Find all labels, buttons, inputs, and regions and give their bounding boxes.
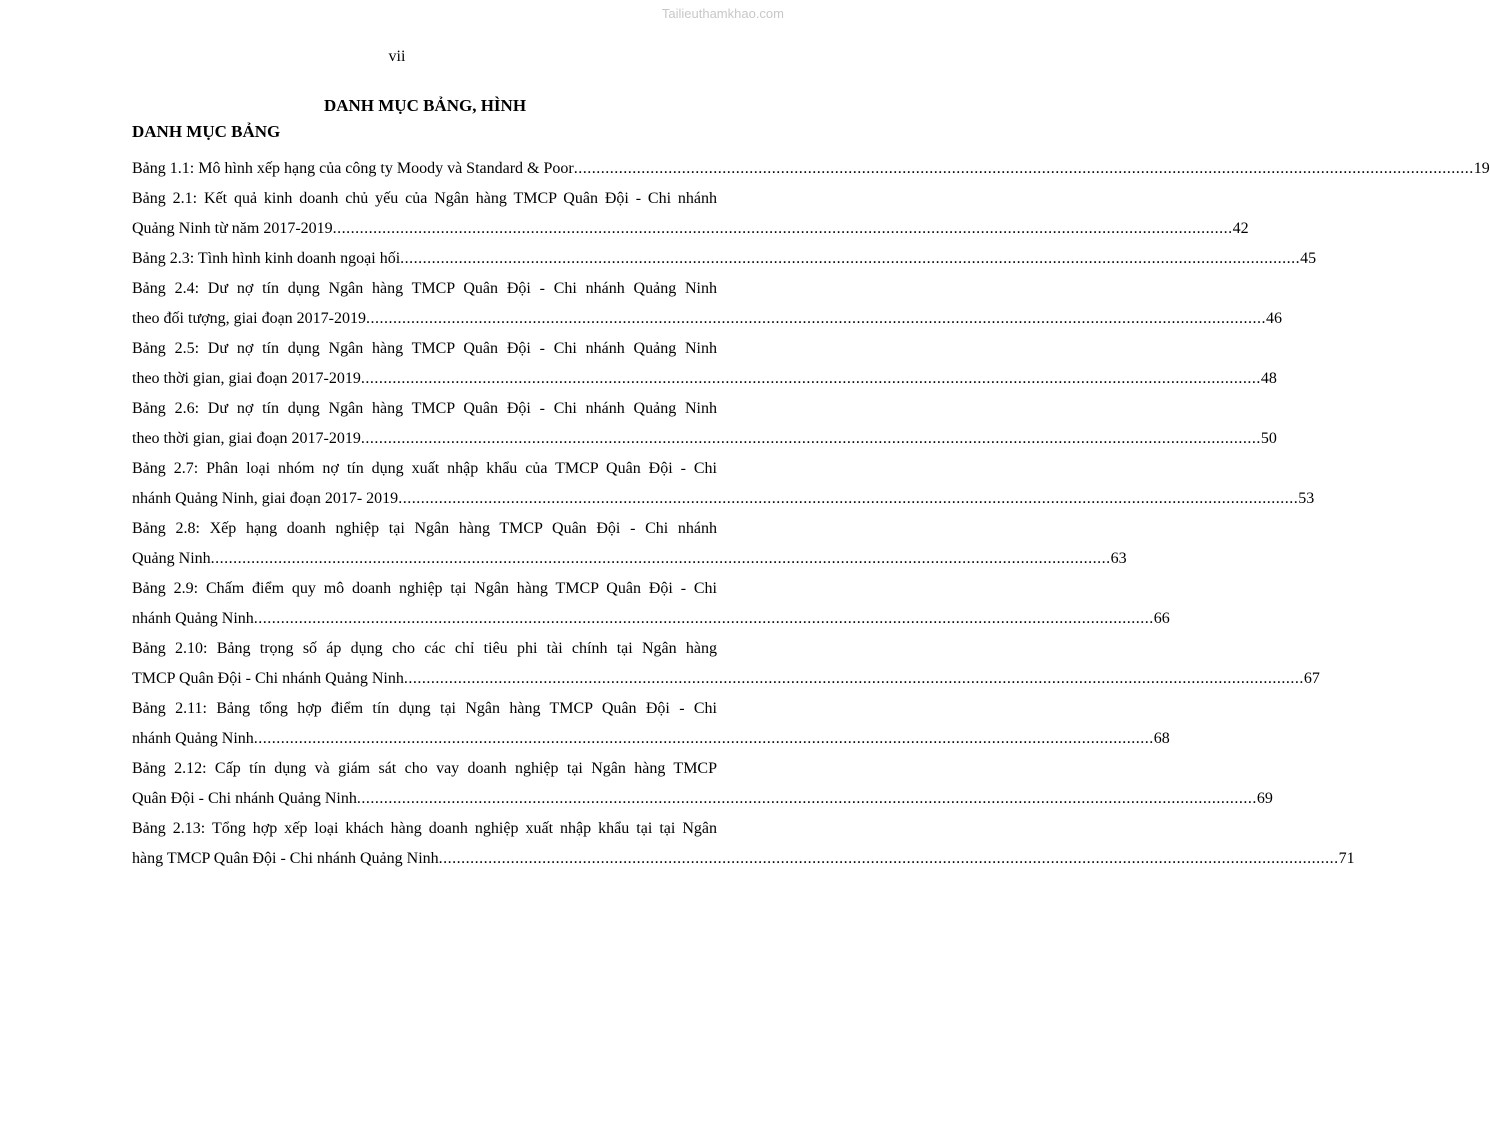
toc-page-number: 45 (1300, 250, 1317, 267)
toc-page-number: 42 (1232, 220, 1249, 237)
toc-entry[interactable] (132, 244, 1317, 274)
toc-entry[interactable] (132, 454, 1315, 514)
toc-entry-text: Quảng Ninh từ năm 2017-2019 (132, 220, 333, 237)
dot-leader: ........................................................................................................................................................................................................ (400, 250, 1301, 267)
dot-leader: ........................................................................................................................................................................................................ (253, 730, 1154, 747)
toc-page-number: 66 (1153, 610, 1170, 627)
table-of-tables-list (132, 154, 1490, 874)
dot-leader: ........................................................................................................................................................................................................ (332, 220, 1233, 237)
dot-leader: ........................................................................................................................................................................................................ (360, 430, 1261, 447)
toc-page-number: 69 (1256, 790, 1273, 807)
section-title: DANH MỤC BẢNG (132, 122, 281, 141)
toc-entry-text: nhánh Quảng Ninh, giai đoạn 2017- 2019 (132, 490, 399, 507)
dot-leader: ........................................................................................................................................................................................................ (360, 370, 1261, 387)
toc-entry-text: Bảng 1.1: Mô hình xếp hạng của công ty Moody và Standard & Poor (132, 160, 574, 177)
page-title: DANH MỤC BẢNG, HÌNH (323, 96, 527, 115)
watermark: Tailieuthamkhao.com (661, 6, 784, 21)
dot-leader: ........................................................................................................................................................................................................ (438, 850, 1339, 867)
toc-entry[interactable] (132, 574, 1170, 634)
toc-page-number: 67 (1303, 670, 1320, 687)
toc-entry-text: Bảng 2.10: Bảng trọng số áp dụng cho các chỉ tiêu phi tài chính tại Ngân hàng (132, 640, 717, 657)
toc-entry-text: Bảng 2.4: Dư nợ tín dụng Ngân hàng TMCP Quân Đội - Chi nhánh Quảng Ninh (132, 280, 717, 297)
toc-entry[interactable] (132, 814, 1355, 874)
dot-leader: ........................................................................................................................................................................................................ (210, 550, 1111, 567)
toc-entry-text: theo đối tượng, giai đoạn 2017-2019 (132, 310, 366, 327)
toc-entry[interactable] (132, 394, 1277, 454)
toc-entry-text: Bảng 2.7: Phân loại nhóm nợ tín dụng xuất nhập khẩu của TMCP Quân Đội - Chi (132, 460, 717, 477)
dot-leader: ........................................................................................................................................................................................................ (403, 670, 1304, 687)
toc-entry-text: theo thời gian, giai đoạn 2017-2019 (132, 370, 361, 387)
dot-leader: ........................................................................................................................................................................................................ (366, 310, 1266, 327)
toc-entry-text: Bảng 2.11: Bảng tổng hợp điểm tín dụng tại Ngân hàng TMCP Quân Đội - Chi (132, 700, 717, 717)
toc-entry-text: Quân Đội - Chi nhánh Quảng Ninh (132, 790, 357, 807)
toc-entry[interactable] (132, 334, 1277, 394)
toc-entry[interactable] (132, 274, 1282, 334)
dot-leader: ........................................................................................................................................................................................................ (356, 790, 1257, 807)
toc-entry-text: Bảng 2.9: Chấm điểm quy mô doanh nghiệp tại Ngân hàng TMCP Quân Đội - Chi (132, 580, 717, 597)
toc-entry-text: nhánh Quảng Ninh (132, 610, 254, 627)
toc-entry[interactable] (132, 154, 1490, 184)
toc-entry-text: theo thời gian, giai đoạn 2017-2019 (132, 430, 361, 447)
toc-entry-text: nhánh Quảng Ninh (132, 730, 254, 747)
toc-entry-text: TMCP Quân Đội - Chi nhánh Quảng Ninh (132, 670, 404, 687)
toc-entry-text: Bảng 2.8: Xếp hạng doanh nghiệp tại Ngân hàng TMCP Quân Đội - Chi nhánh (132, 520, 717, 537)
toc-entry[interactable] (132, 514, 1127, 574)
toc-entry-text: Quảng Ninh (132, 550, 211, 567)
toc-entry-text: Bảng 2.3: Tình hình kinh doanh ngoại hối (132, 250, 401, 267)
toc-page-number: 19 (1473, 160, 1490, 177)
toc-page-number: 46 (1266, 310, 1282, 327)
dot-leader: ........................................................................................................................................................................................................ (398, 490, 1299, 507)
toc-entry[interactable] (132, 694, 1170, 754)
toc-entry-text: Bảng 2.13: Tổng hợp xếp loại khách hàng doanh nghiệp xuất nhập khẩu tại tại Ngân (132, 820, 717, 837)
toc-page-number: 53 (1298, 490, 1315, 507)
toc-entry[interactable] (132, 754, 1273, 814)
dot-leader: ........................................................................................................................................................................................................ (253, 610, 1154, 627)
toc-page-number: 68 (1153, 730, 1170, 747)
toc-entry[interactable] (132, 634, 1320, 694)
toc-page-number: 63 (1110, 550, 1127, 567)
toc-entry-text: Bảng 2.1: Kết quả kinh doanh chủ yếu của Ngân hàng TMCP Quân Đội - Chi nhánh (132, 190, 717, 207)
toc-page-number: 71 (1338, 850, 1355, 867)
toc-entry-text: Bảng 2.12: Cấp tín dụng và giám sát cho vay doanh nghiệp tại Ngân hàng TMCP (132, 760, 717, 777)
toc-entry-text: hàng TMCP Quân Đội - Chi nhánh Quảng Ninh (132, 850, 439, 867)
toc-page-number: 50 (1260, 430, 1277, 447)
toc-page-number: 48 (1260, 370, 1277, 387)
dot-leader: ........................................................................................................................................................................................................ (573, 160, 1474, 177)
page-number: vii (388, 48, 406, 65)
toc-entry-text: Bảng 2.6: Dư nợ tín dụng Ngân hàng TMCP Quân Đội - Chi nhánh Quảng Ninh (132, 400, 717, 417)
toc-entry[interactable] (132, 184, 1249, 244)
toc-entry-text: Bảng 2.5: Dư nợ tín dụng Ngân hàng TMCP Quân Đội - Chi nhánh Quảng Ninh (132, 340, 717, 357)
